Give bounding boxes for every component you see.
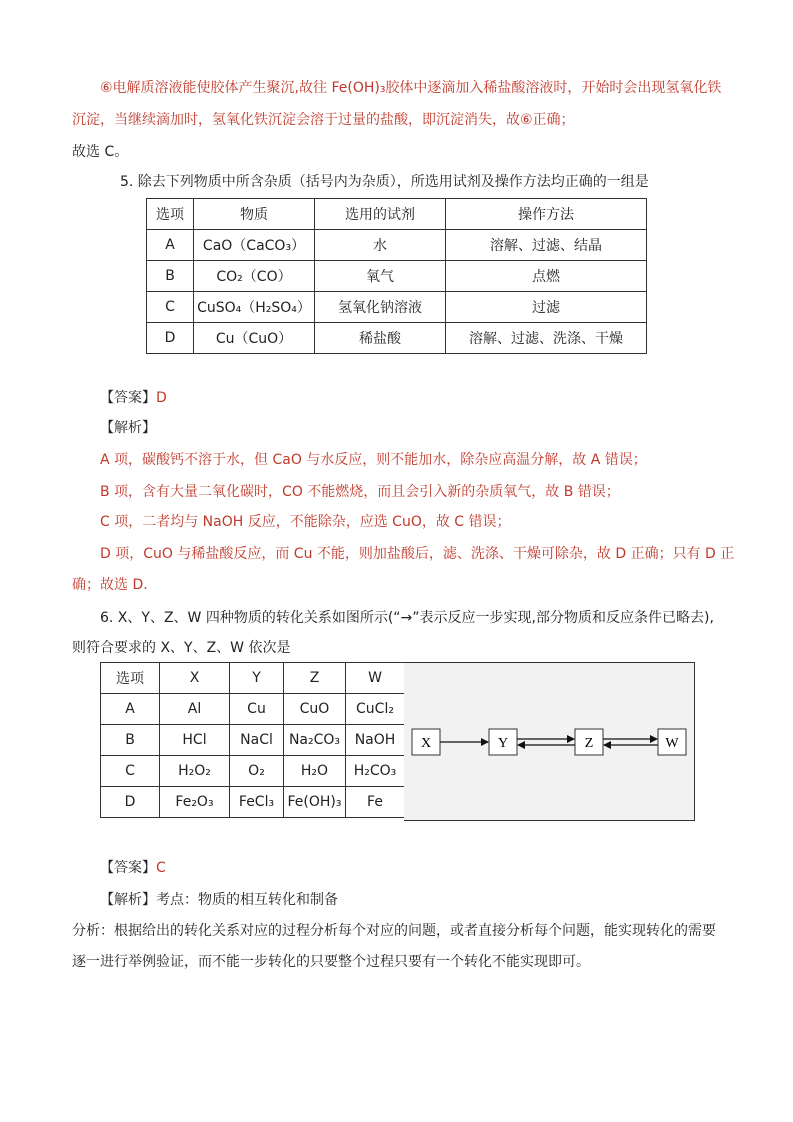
node-z-label: Z: [584, 736, 594, 751]
table-cell: NaCl: [230, 725, 284, 756]
table-cell: 溶解、过滤、结晶: [446, 230, 647, 261]
table-cell: HCl: [160, 725, 230, 756]
table-cell: 氢氧化钠溶液: [315, 292, 446, 323]
table-header-cell: 选用的试剂: [315, 199, 446, 230]
analysis-line: 确；故选 D.: [72, 577, 148, 593]
table-cell: B: [147, 261, 194, 292]
table-cell: Na₂CO₃: [284, 725, 346, 756]
table-row: [147, 323, 647, 354]
table-header-cell: 操作方法: [446, 199, 647, 230]
table-cell: H₂O₂: [160, 756, 230, 787]
text-line: 故选 C。: [72, 144, 129, 160]
table-cell: B: [101, 725, 160, 756]
text-line: ⑥电解质溶液能使胶体产生聚沉,故往 Fe(OH)₃胶体中逐滴加入稀盐酸溶液时，开始时会出现氢氧化铁: [100, 80, 722, 96]
analysis-topic: 考点：物质的相互转化和制备: [156, 892, 338, 908]
table-cell: A: [147, 230, 194, 261]
analysis-line: A 项，碳酸钙不溶于水，但 CaO 与水反应，则不能加水，除杂应高温分解，故 A 错误；: [100, 452, 647, 468]
table-cell: 水: [315, 230, 446, 261]
question-5-table: [146, 198, 647, 354]
table-cell: Cu: [230, 694, 284, 725]
answer-value: C: [156, 860, 166, 876]
table-row: [147, 230, 647, 261]
table-cell: H₂CO₃: [346, 756, 405, 787]
table-row: [101, 725, 405, 756]
table-cell: CO₂（CO）: [194, 261, 315, 292]
table-header-cell: Z: [284, 663, 346, 694]
table-cell: FeCl₃: [230, 787, 284, 818]
analysis-label: 【解析】: [100, 892, 156, 908]
table-cell: Al: [160, 694, 230, 725]
analysis-line: [100, 890, 338, 910]
analysis-label: 【解析】: [100, 420, 156, 436]
text-line: 沉淀，当继续滴加时，氢氧化铁沉淀会溶于过量的盐酸，即沉淀消失，故⑥正确；: [72, 112, 575, 128]
table-cell: Fe₂O₃: [160, 787, 230, 818]
table-cell: D: [147, 323, 194, 354]
answer-line: [100, 388, 167, 408]
table-cell: NaOH: [346, 725, 405, 756]
table-header-row: [101, 663, 405, 694]
analysis-line: C 项，二者均与 NaOH 反应，不能除杂，应选 CuO，故 C 错误；: [100, 514, 511, 530]
table-cell: Fe(OH)₃: [284, 787, 346, 818]
table-cell: CuO: [284, 694, 346, 725]
table-row: [101, 756, 405, 787]
analysis-line: 逐一进行举例验证，而不能一步转化的只要整个过程只要有一个转化不能实现即可。: [72, 954, 590, 970]
question-6-stem: 则符合要求的 X、Y、Z、W 依次是: [72, 640, 291, 656]
node-y-label: Y: [497, 736, 509, 751]
analysis-line: B 项，含有大量二氧化碳时，CO 不能燃烧，而且会引入新的杂质氧气，故 B 错误；: [100, 484, 620, 500]
table-cell: A: [101, 694, 160, 725]
analysis-line: D 项，CuO 与稀盐酸反应，而 Cu 不能，则加盐酸后，滤、洗涤、干燥可除杂，故 D 正确；只有 D 正: [100, 546, 735, 562]
table-header-cell: 选项: [101, 663, 160, 694]
answer-value: D: [156, 390, 167, 406]
table-header-cell: 物质: [194, 199, 315, 230]
table-cell: CuCl₂: [346, 694, 405, 725]
table-header-cell: X: [160, 663, 230, 694]
table-cell: 过滤: [446, 292, 647, 323]
table-cell: CuSO₄（H₂SO₄）: [194, 292, 315, 323]
answer-label: 【答案】: [100, 860, 156, 876]
answer-label: 【答案】: [100, 390, 156, 406]
table-cell: Fe: [346, 787, 405, 818]
analysis-line: 分析：根据给出的转化关系对应的过程分析每个对应的问题，或者直接分析每个问题，能实现转化的需要: [72, 923, 716, 939]
table-cell: C: [101, 756, 160, 787]
table-cell: H₂O: [284, 756, 346, 787]
node-w-label: W: [665, 736, 679, 751]
table-cell: 氧气: [315, 261, 446, 292]
table-header-cell: W: [346, 663, 405, 694]
table-row: [101, 787, 405, 818]
table-cell: Cu（CuO）: [194, 323, 315, 354]
question-5-stem: 5. 除去下列物质中所含杂质（括号内为杂质），所选用试剂及操作方法均正确的一组是: [120, 174, 649, 190]
table-cell: CaO（CaCO₃）: [194, 230, 315, 261]
table-cell: 点燃: [446, 261, 647, 292]
table-row: [147, 292, 647, 323]
table-header-cell: Y: [230, 663, 284, 694]
table-cell: 溶解、过滤、洗涤、干燥: [446, 323, 647, 354]
table-header-cell: 选项: [147, 199, 194, 230]
table-header-row: [147, 199, 647, 230]
question-6-table: [100, 662, 405, 818]
answer-line: [100, 858, 166, 878]
table-cell: D: [101, 787, 160, 818]
table-row: [101, 694, 405, 725]
table-cell: O₂: [230, 756, 284, 787]
conversion-diagram-svg: [404, 663, 694, 820]
node-x-label: X: [420, 736, 432, 751]
table-cell: 稀盐酸: [315, 323, 446, 354]
table-cell: C: [147, 292, 194, 323]
table-row: [147, 261, 647, 292]
question-6-stem: 6. X、Y、Z、W 四种物质的转化关系如图所示(“→”表示反应一步实现,部分物质和反应条件已略去),: [100, 610, 714, 626]
conversion-diagram: [404, 662, 695, 821]
